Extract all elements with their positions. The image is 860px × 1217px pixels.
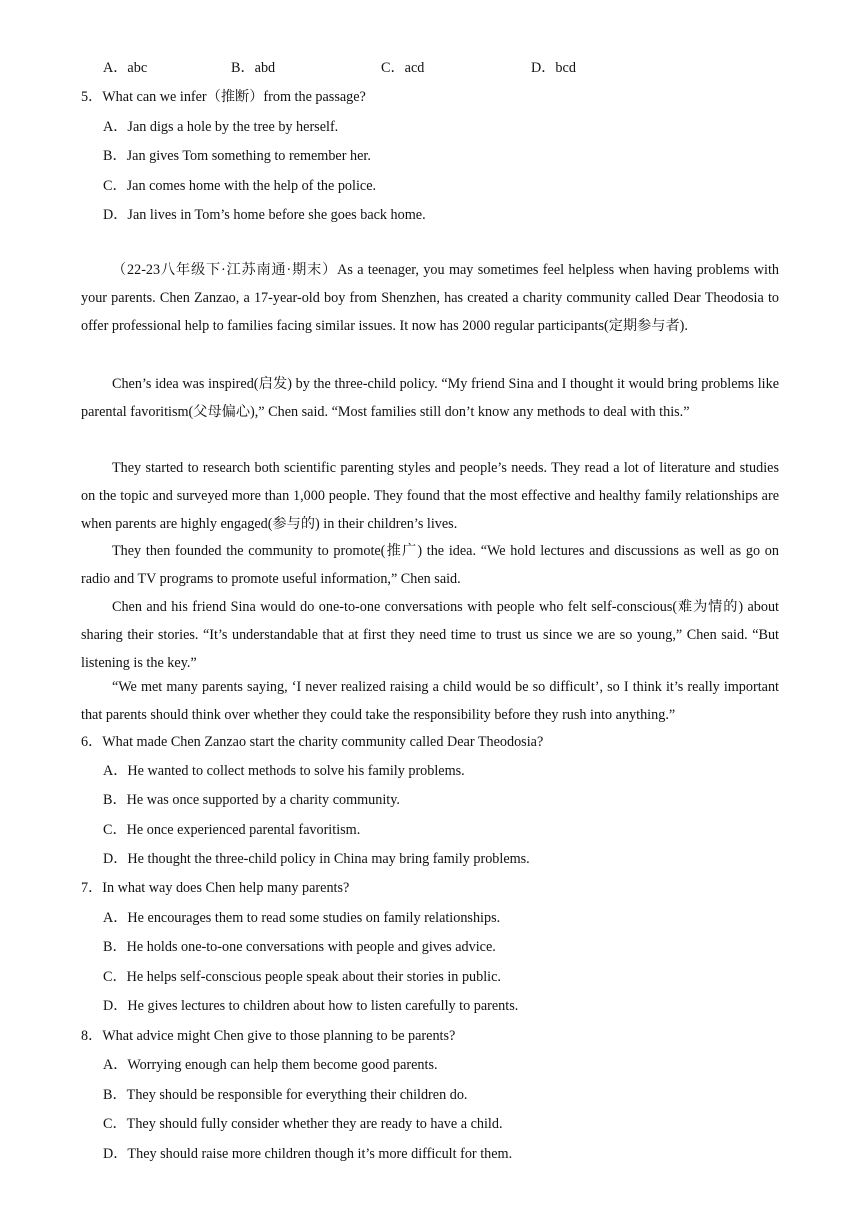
passage-paragraph-5: Chen and his friend Sina would do one-to-one conversations with people who felt self-conscious(难为情的) about sharing their stories. “It’s understandable that at first they need time to trust us since we are so young,” Chen said. “But listening is the key.” [81, 599, 779, 671]
q6-option-a[interactable]: A．He wanted to collect methods to solve his family problems. [103, 763, 465, 779]
q7-option-c[interactable]: C．He helps self-conscious people speak about their stories in public. [103, 969, 501, 985]
q4-option-d[interactable]: D．bcd [531, 60, 576, 76]
q8-option-c[interactable]: C．They should fully consider whether they are ready to have a child. [103, 1116, 503, 1132]
q4-option-c[interactable]: C．acd [381, 60, 425, 76]
q8-option-d[interactable]: D．They should raise more children though it’s more difficult for them. [103, 1146, 513, 1162]
q4-option-a[interactable]: A．abc [103, 60, 148, 76]
q5-option-b[interactable]: B．Jan gives Tom something to remember her. [103, 148, 371, 164]
q7-stem: 7．In what way does Chen help many parents? [81, 880, 350, 896]
passage-paragraph-6: “We met many parents saying, ‘I never realized raising a child would be so difficult’, so I think it’s really important that parents should think over whether they could take the responsibility before they rush into anything.” [81, 679, 779, 723]
q7-option-a[interactable]: A．He encourages them to read some studies on family relationships. [103, 910, 501, 926]
passage-paragraph-3: They started to research both scientific parenting styles and people’s needs. They read a lot of literature and studies on the topic and surveyed more than 1,000 people. They found that the most effective and healthy family relationships are when parents are highly engaged(参与的) in their children’s lives. [81, 460, 779, 532]
q8-option-b[interactable]: B．They should be responsible for everything their children do. [103, 1087, 468, 1103]
q5-option-a[interactable]: A．Jan digs a hole by the tree by herself. [103, 119, 339, 135]
q4-option-b[interactable]: B．abd [231, 60, 276, 76]
q6-option-c[interactable]: C．He once experienced parental favoritism. [103, 822, 361, 838]
q7-option-b[interactable]: B．He holds one-to-one conversations with people and gives advice. [103, 939, 496, 955]
passage-paragraph-2: Chen’s idea was inspired(启发) by the three-child policy. “My friend Sina and I thought it would bring problems like parental favoritism(父母偏心),” Chen said. “Most families still don’t know any methods to deal with this.” [81, 376, 779, 420]
passage-paragraph-1: （22-23八年级下·江苏南通·期末）As a teenager, you may sometimes feel helpless when having problems with your parents. Chen Zanzao, a 17-year-old boy from Shenzhen, has created a charity community called Dear Theodosia to offer professional help to families facing similar issues. It now has 2000 regular participants(定期参与者). [81, 262, 779, 334]
q6-option-b[interactable]: B．He was once supported by a charity community. [103, 792, 400, 808]
q8-option-a[interactable]: A．Worrying enough can help them become good parents. [103, 1057, 438, 1073]
q5-option-c[interactable]: C．Jan comes home with the help of the police. [103, 178, 377, 194]
q5-stem: 5．What can we infer（推断）from the passage? [81, 89, 366, 105]
q8-stem: 8．What advice might Chen give to those planning to be parents? [81, 1028, 456, 1044]
q6-stem: 6．What made Chen Zanzao start the charity community called Dear Theodosia? [81, 734, 544, 750]
passage-paragraph-4: They then founded the community to promote(推广) the idea. “We hold lectures and discussions as well as go on radio and TV programs to promote useful information,” Chen said. [81, 543, 779, 587]
q7-option-d[interactable]: D．He gives lectures to children about how to listen carefully to parents. [103, 998, 519, 1014]
passage-source: （22-23八年级下·江苏南通·期末） [112, 262, 338, 278]
q5-option-d[interactable]: D．Jan lives in Tom’s home before she goes back home. [103, 207, 426, 223]
q6-option-d[interactable]: D．He thought the three-child policy in China may bring family problems. [103, 851, 530, 867]
